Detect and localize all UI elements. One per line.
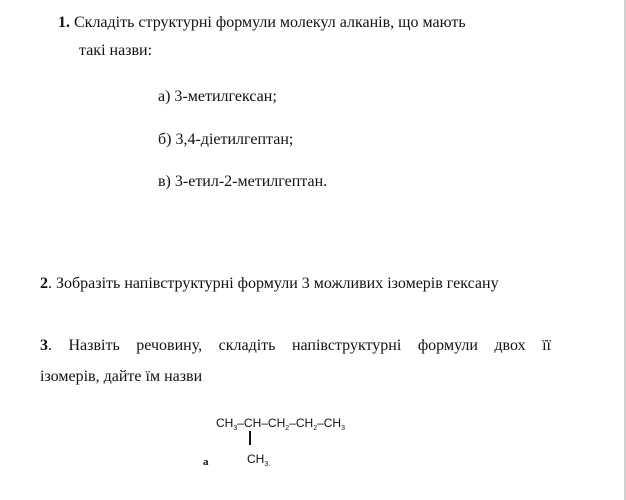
task2-body: . Зобразіть напівструктурні формули 3 можливих ізомерів гексану bbox=[48, 275, 499, 292]
task1-text-line1: Складіть структурні формули молекул алканів, що мають bbox=[74, 14, 466, 31]
task1-item-c: в) 3-етил-2-метилгептан. bbox=[158, 173, 328, 190]
task1-item-a: а) 3-метилгексан; bbox=[158, 88, 277, 105]
task2-number: 2 bbox=[40, 275, 48, 292]
structure-branch-bond bbox=[249, 431, 251, 445]
task1-heading bbox=[58, 13, 466, 33]
task3-number: 3 bbox=[40, 337, 48, 354]
structure-main-chain: $CH_3-CH-CH_2-CH_2-CH_3$ bbox=[216, 416, 346, 432]
task3-line1 bbox=[40, 336, 551, 356]
task3-line2: ізомерів, дайте їм назви bbox=[40, 368, 203, 385]
task1-text-line2: такі назви: bbox=[79, 42, 153, 59]
task1-item-b: б) 3,4-діетилгептан; bbox=[158, 131, 294, 148]
structure-label: a bbox=[203, 456, 209, 468]
task1-number: 1. bbox=[58, 14, 70, 31]
task2-text bbox=[40, 274, 499, 294]
structure-branch: $CH_{3.}$ bbox=[247, 452, 271, 468]
task3-body: . Назвіть речовину, складіть напівструктурні формули двох її bbox=[48, 337, 551, 354]
